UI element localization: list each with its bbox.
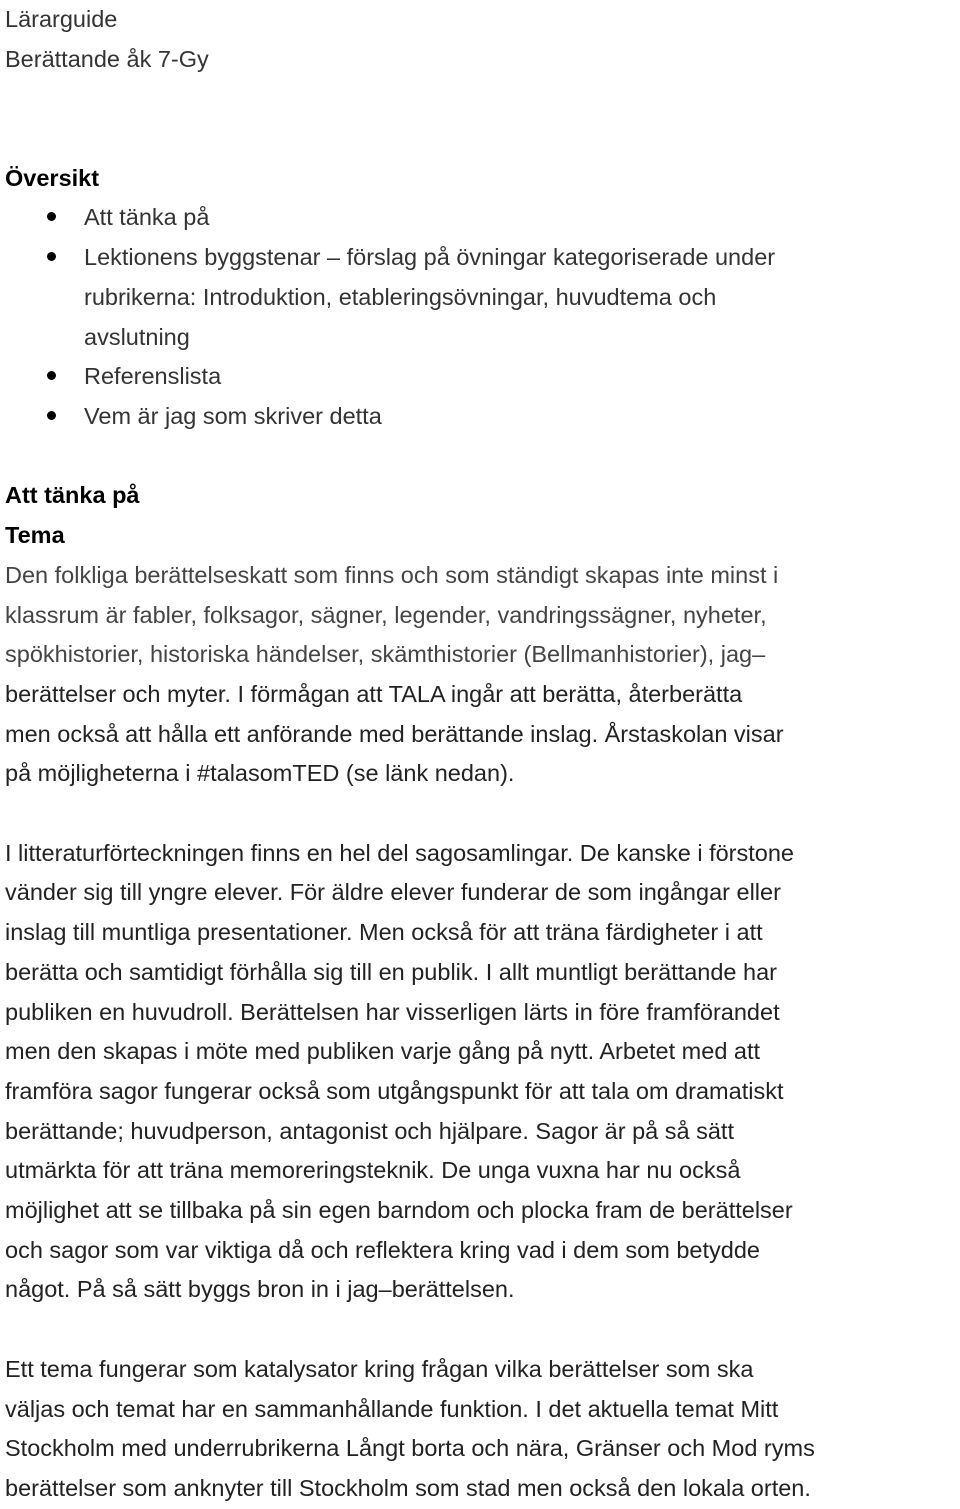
bullet-icon: [47, 252, 56, 261]
list-item-text: rubrikerna: Introduktion, etableringsövningar, huvudtema och: [84, 283, 717, 310]
paragraph-line: men också att hålla ett anförande med berättande inslag. Årstaskolan visar: [5, 720, 784, 747]
list-item: [5, 198, 950, 238]
paragraph-line: utmärkta för att träna memoreringsteknik. De unga vuxna har nu också: [5, 1157, 741, 1184]
paragraph-line: möjlighet att se tillbaka på sin egen barndom och plocka fram de berättelser: [5, 1197, 793, 1224]
spacer: [5, 1310, 950, 1350]
paragraph-line: väljas och temat har en sammanhållande funktion. I det aktuella temat Mitt: [5, 1395, 779, 1422]
list-item-text: avslutning: [84, 323, 190, 350]
bullet-icon: [47, 371, 56, 380]
paragraph-line: berättande; huvudperson, antagonist och hjälpare. Sagor är på så sätt: [5, 1117, 734, 1144]
list-item-text: Lektionens byggstenar – förslag på övningar kategoriserade under: [84, 244, 776, 271]
paragraph-line: publiken en huvudroll. Berättelsen har visserligen lärts in före framförandet: [5, 998, 780, 1025]
paragraph-line: I litteraturförteckningen finns en hel del sagosamlingar. De kanske i förstone: [5, 839, 794, 866]
paragraph-line: och sagor som var viktiga då och reflektera kring vad i dem som betydde: [5, 1236, 760, 1263]
paragraph-line: berättelser som anknyter till Stockholm som stad men också den lokala orten.: [5, 1474, 811, 1501]
spacer: [5, 79, 950, 119]
spacer: [5, 119, 950, 159]
list-item-text: Vem är jag som skriver detta: [84, 403, 382, 429]
document-subtitle: Berättande åk 7-Gy: [5, 45, 209, 72]
paragraph: [5, 556, 950, 794]
section-subheading: Tema: [5, 522, 65, 549]
bullet-icon: [47, 411, 56, 420]
overview-heading: Översikt: [5, 164, 100, 191]
paragraph-line: på möjligheterna i #talasomTED (se länk nedan).: [5, 760, 515, 787]
paragraph-line: vänder sig till yngre elever. För äldre elever funderar de som ingångar eller: [5, 879, 781, 906]
spacer: [5, 794, 950, 834]
paragraph-line: klassrum är fabler, folksagor, sägner, legender, vandringssägner, nyheter,: [5, 601, 767, 628]
paragraph: [5, 834, 950, 1310]
bullet-icon: [47, 212, 56, 221]
document-page: [5, 0, 950, 1509]
paragraph-line: men den skapas i möte med publiken varje gång på nytt. Arbetet med att: [5, 1038, 761, 1065]
overview-list: [5, 198, 950, 436]
paragraph-line: inslag till muntliga presentationer. Men också för att träna färdigheter i att: [5, 919, 763, 946]
list-item-text: Referenslista: [84, 363, 222, 390]
list-item-text: Att tänka på: [84, 204, 210, 231]
paragraph-line: Den folkliga berättelseskatt som finns och som ständigt skapas inte minst i: [5, 561, 779, 588]
paragraph-line: Ett tema fungerar som katalysator kring frågan vilka berättelser som ska: [5, 1355, 754, 1382]
list-item: [5, 238, 950, 357]
section-heading: Att tänka på: [5, 482, 140, 509]
list-item: [5, 357, 950, 397]
document-title: Lärarguide: [5, 6, 118, 32]
paragraph-line: spökhistorier, historiska händelser, skämthistorier (Bellmanhistorier), jag–: [5, 641, 766, 668]
paragraph-line: Stockholm med underrubrikerna Långt borta och nära, Gränser och Mod ryms: [5, 1435, 815, 1462]
paragraph-line: berätta och samtidigt förhålla sig till en publik. I allt muntligt berättande har: [5, 958, 778, 985]
spacer: [5, 437, 950, 477]
paragraph: [5, 1350, 950, 1509]
list-item: [5, 397, 950, 437]
paragraph-line: något. På så sätt byggs bron in i jag–berättelsen.: [5, 1276, 515, 1303]
paragraph-line: berättelser och myter. I förmågan att TALA ingår att berätta, återberätta: [5, 680, 743, 707]
paragraph-line: framföra sagor fungerar också som utgångspunkt för att tala om dramatiskt: [5, 1077, 784, 1104]
